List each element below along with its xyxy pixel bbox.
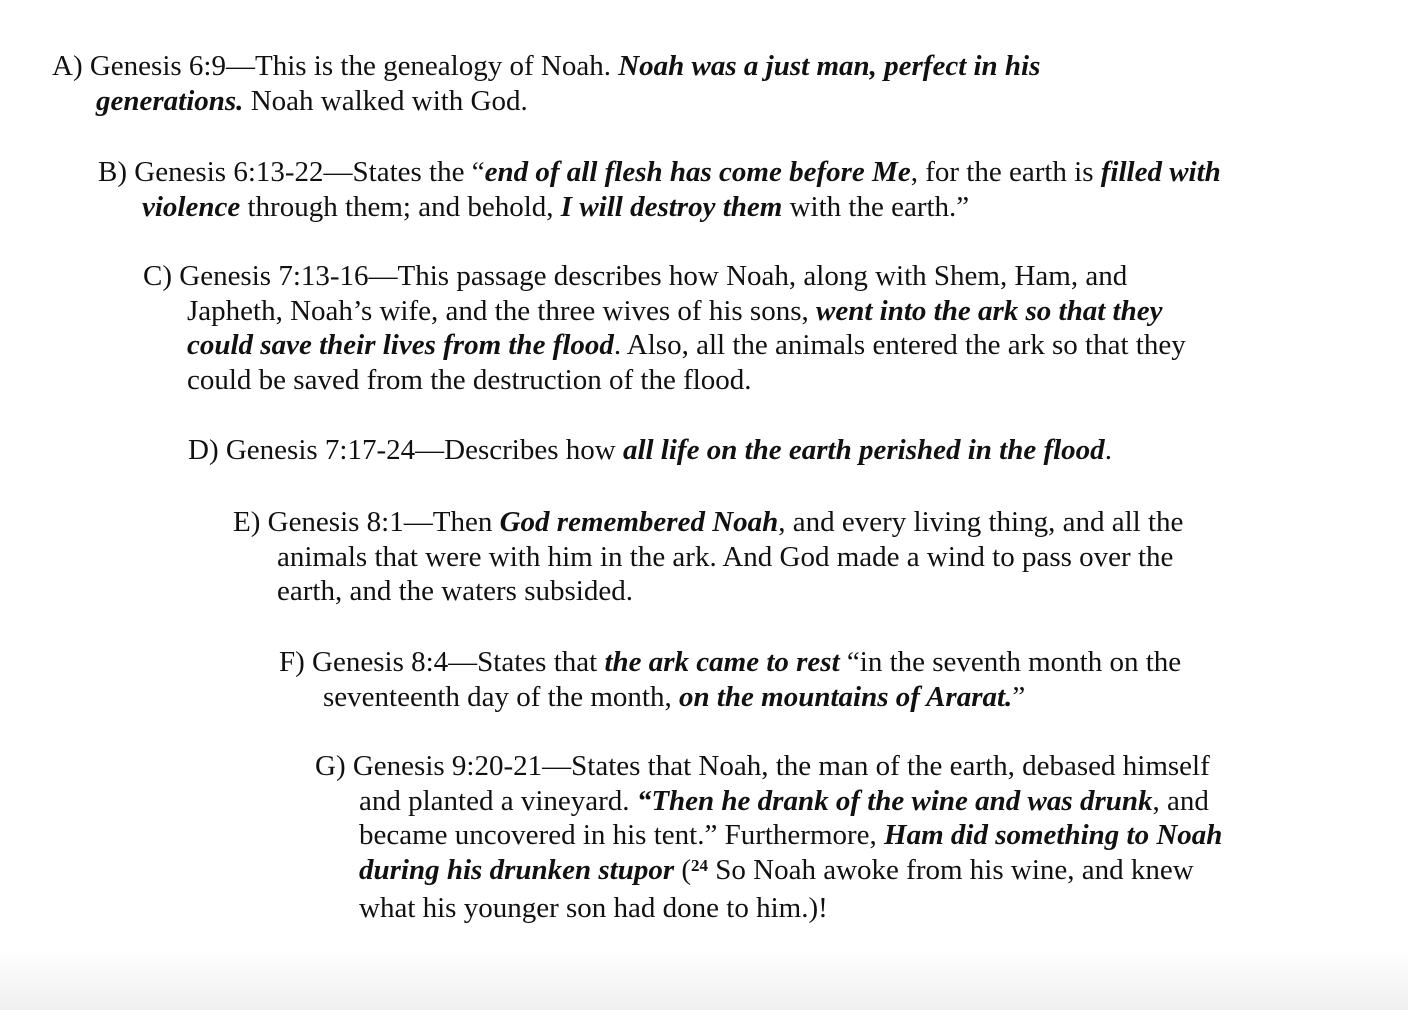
emphasis-text: went into the ark so that they could save their lives from the flood bbox=[187, 294, 1163, 361]
entry-text: This is the genealogy of Noah. bbox=[254, 50, 619, 82]
entry-label: C) Genesis 7:13-16— bbox=[143, 260, 398, 292]
entry-text: . bbox=[1104, 434, 1112, 466]
entry-text: through them; and behold, bbox=[240, 190, 561, 223]
entry-text: Noah walked with God. bbox=[243, 84, 528, 117]
emphasis-text: “Then he drank of the wine and was drunk bbox=[636, 784, 1153, 817]
entry-text: . Also, all the animals entered the ark so that they could be saved from the destruction of the flood. bbox=[187, 329, 1186, 396]
emphasis-text: God remembered Noah bbox=[499, 506, 779, 538]
entry-text: Then bbox=[432, 506, 500, 538]
entry-text: So Noah awoke from his wine, and knew what his younger son had done to him.)! bbox=[359, 853, 1194, 924]
emphasis-text: Ham did something to Noah during his drunken stupor bbox=[359, 819, 1223, 886]
emphasis-text: end of all flesh has come before Me bbox=[484, 156, 911, 188]
outline-entry-g bbox=[315, 749, 1239, 926]
entry-text: , for the earth is bbox=[910, 156, 1101, 188]
emphasis-text: on the mountains of Ararat. bbox=[678, 680, 1013, 713]
emphasis-text: all life on the earth perished in the flood bbox=[622, 434, 1105, 466]
outline-entry-d bbox=[188, 433, 1232, 468]
outline-entry-c bbox=[143, 259, 1227, 397]
entry-text: Describes how bbox=[444, 434, 623, 466]
emphasis-text: filled with violence bbox=[142, 156, 1221, 223]
bottom-fade bbox=[0, 950, 1408, 1010]
entry-text: , and became uncovered in his tent.” Furthermore, bbox=[359, 784, 1209, 851]
entry-label: E) Genesis 8:1— bbox=[233, 506, 433, 538]
entry-text: with the earth.” bbox=[782, 190, 970, 223]
emphasis-text: Noah was a just man, perfect in his generations. bbox=[96, 50, 1041, 117]
entry-text: “in the seventh month on the seventeenth day of the month, bbox=[323, 646, 1182, 713]
entry-text: States that bbox=[477, 646, 605, 678]
outline-entry-f bbox=[279, 645, 1243, 714]
entry-text: This passage describes how Noah, along with Shem, Ham, and Japheth, Noah’s wife, and the three wives of his sons, bbox=[187, 260, 1128, 327]
entry-label: F) Genesis 8:4— bbox=[279, 646, 478, 678]
outline-entry-a bbox=[52, 49, 1106, 118]
entry-label: A) Genesis 6:9— bbox=[52, 50, 255, 82]
entry-text: ( bbox=[674, 853, 692, 886]
outline-entry-b bbox=[98, 155, 1232, 224]
outline-entry-e bbox=[233, 505, 1237, 609]
entry-text: States that Noah, the man of the earth, debased himself and planted a vineyard. bbox=[359, 750, 1210, 817]
entry-label: B) Genesis 6:13-22— bbox=[98, 156, 353, 188]
entry-text: States the “ bbox=[352, 156, 485, 188]
entry-text: ” bbox=[1012, 680, 1026, 713]
verse-number: 24 bbox=[691, 855, 709, 875]
emphasis-text: I will destroy them bbox=[560, 190, 783, 223]
emphasis-text: the ark came to rest bbox=[604, 646, 840, 678]
entry-label: G) Genesis 9:20-21— bbox=[315, 750, 572, 782]
entry-label: D) Genesis 7:17-24— bbox=[188, 434, 445, 466]
entry-text: , and every living thing, and all the animals that were with him in the ark. And God made a wind to pass over the earth, and the waters subsided. bbox=[277, 506, 1184, 607]
